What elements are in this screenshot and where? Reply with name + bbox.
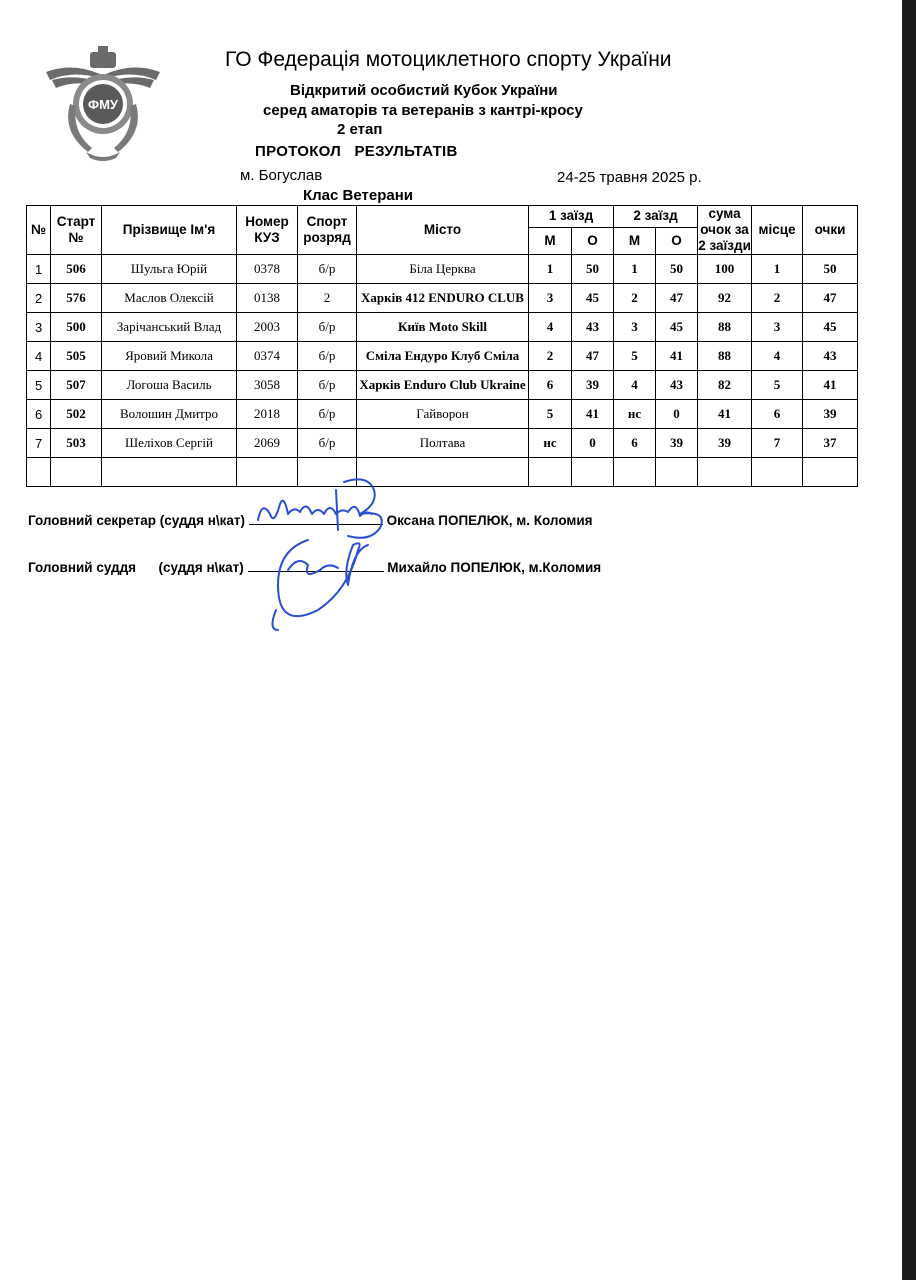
row-city: Гайворон bbox=[357, 400, 529, 429]
row-no: 7 bbox=[27, 429, 51, 458]
row-start-number: 506 bbox=[51, 255, 102, 284]
row-race2-points: 47 bbox=[656, 284, 698, 313]
col-header-sum: сума очок за 2 заїзди bbox=[698, 206, 751, 253]
row-kuz: 2003 bbox=[237, 313, 298, 342]
row-name: Шеліхов Сергій bbox=[102, 429, 237, 458]
row-race1-points: 41 bbox=[572, 400, 614, 429]
row-kuz: 3058 bbox=[237, 371, 298, 400]
row-kuz: 2018 bbox=[237, 400, 298, 429]
row-kuz: 2069 bbox=[237, 429, 298, 458]
row-no: 4 bbox=[27, 342, 51, 371]
table-row-empty bbox=[27, 458, 858, 487]
row-rank: б/р bbox=[298, 400, 357, 429]
row-city: Харків 412 ENDURO CLUB bbox=[357, 284, 529, 313]
row-no: 5 bbox=[27, 371, 51, 400]
col-header-place: місце bbox=[752, 206, 803, 255]
row-race2-place: 3 bbox=[614, 313, 656, 342]
row-race2-place: 4 bbox=[614, 371, 656, 400]
table-row bbox=[27, 284, 858, 313]
row-place: 4 bbox=[752, 342, 803, 371]
row-points: 37 bbox=[803, 429, 858, 458]
row-race1-points: 39 bbox=[572, 371, 614, 400]
col-header-points: очки bbox=[803, 206, 858, 255]
row-place: 6 bbox=[752, 400, 803, 429]
row-kuz: 0378 bbox=[237, 255, 298, 284]
row-points: 45 bbox=[803, 313, 858, 342]
secretary-name: Оксана ПОПЕЛЮК, м. Коломия bbox=[386, 513, 593, 528]
row-race1-place: 5 bbox=[529, 400, 572, 429]
row-name: Маслов Олексій bbox=[102, 284, 237, 313]
row-start-number: 507 bbox=[51, 371, 102, 400]
row-race2-place: 5 bbox=[614, 342, 656, 371]
row-race2-place: нс bbox=[614, 400, 656, 429]
row-sum: 41 bbox=[698, 400, 752, 429]
row-name: Логоша Василь bbox=[102, 371, 237, 400]
row-points: 39 bbox=[803, 400, 858, 429]
row-rank: б/р bbox=[298, 429, 357, 458]
table-row bbox=[27, 255, 858, 284]
row-city: Біла Церква bbox=[357, 255, 529, 284]
row-race2-points: 41 bbox=[656, 342, 698, 371]
row-rank: б/р bbox=[298, 342, 357, 371]
row-no: 6 bbox=[27, 400, 51, 429]
row-place: 1 bbox=[752, 255, 803, 284]
row-race1-place: 3 bbox=[529, 284, 572, 313]
row-sum: 39 bbox=[698, 429, 752, 458]
class-title: Клас Ветерани bbox=[303, 187, 413, 204]
row-place: 5 bbox=[752, 371, 803, 400]
cup-title: Відкритий особистий Кубок України bbox=[290, 82, 558, 99]
row-race2-points: 43 bbox=[656, 371, 698, 400]
row-start-number: 505 bbox=[51, 342, 102, 371]
row-race1-place: 6 bbox=[529, 371, 572, 400]
row-city: Харків Enduro Club Ukraine bbox=[357, 371, 529, 400]
row-sum: 92 bbox=[698, 284, 752, 313]
row-rank: б/р bbox=[298, 255, 357, 284]
col-header-city: Місто bbox=[357, 206, 529, 255]
row-points: 50 bbox=[803, 255, 858, 284]
col-header-m2: М bbox=[614, 227, 656, 255]
row-points: 47 bbox=[803, 284, 858, 313]
row-kuz: 0374 bbox=[237, 342, 298, 371]
row-city: Полтава bbox=[357, 429, 529, 458]
row-race1-points: 47 bbox=[572, 342, 614, 371]
row-no: 3 bbox=[27, 313, 51, 342]
judge-name: Михайло ПОПЕЛЮК, м.Коломия bbox=[387, 560, 602, 575]
col-header-no: № bbox=[27, 206, 51, 255]
table-row bbox=[27, 313, 858, 342]
row-rank: б/р bbox=[298, 313, 357, 342]
federation-logo bbox=[42, 44, 164, 164]
row-no: 2 bbox=[27, 284, 51, 313]
row-points: 43 bbox=[803, 342, 858, 371]
event-dates: 24-25 травня 2025 р. bbox=[557, 169, 702, 186]
row-race1-points: 45 bbox=[572, 284, 614, 313]
col-header-m1: М bbox=[529, 227, 572, 255]
row-race2-place: 2 bbox=[614, 284, 656, 313]
row-city: Київ Moto Skill bbox=[357, 313, 529, 342]
col-header-start: Старт № bbox=[51, 206, 102, 255]
row-start-number: 500 bbox=[51, 313, 102, 342]
handwritten-signatures bbox=[248, 470, 398, 640]
row-sum: 88 bbox=[698, 313, 752, 342]
row-sum: 82 bbox=[698, 371, 752, 400]
row-kuz: 0138 bbox=[237, 284, 298, 313]
row-place: 3 bbox=[752, 313, 803, 342]
row-sum: 88 bbox=[698, 342, 752, 371]
row-race2-points: 0 bbox=[656, 400, 698, 429]
table-row bbox=[27, 371, 858, 400]
table-row bbox=[27, 400, 858, 429]
row-name: Шульга Юрій bbox=[102, 255, 237, 284]
row-place: 2 bbox=[752, 284, 803, 313]
row-start-number: 502 bbox=[51, 400, 102, 429]
row-race1-points: 43 bbox=[572, 313, 614, 342]
row-sum: 100 bbox=[698, 255, 752, 284]
location: м. Богуслав bbox=[240, 167, 323, 184]
row-no: 1 bbox=[27, 255, 51, 284]
stage-title: 2 етап bbox=[337, 121, 383, 138]
row-race1-place: 1 bbox=[529, 255, 572, 284]
row-race2-points: 39 bbox=[656, 429, 698, 458]
results-table bbox=[26, 205, 858, 487]
row-race1-place: нс bbox=[529, 429, 572, 458]
col-header-o2: О bbox=[656, 227, 698, 255]
judge-label: Головний суддя (суддя н\кат) bbox=[28, 560, 244, 575]
col-header-kuz: Номер КУЗ bbox=[237, 206, 298, 255]
row-name: Яровий Микола bbox=[102, 342, 237, 371]
row-race1-place: 2 bbox=[529, 342, 572, 371]
row-race2-points: 50 bbox=[656, 255, 698, 284]
col-header-race1: 1 заїзд bbox=[529, 206, 614, 228]
row-rank: 2 bbox=[298, 284, 357, 313]
row-points: 41 bbox=[803, 371, 858, 400]
logo-lettering: ФМУ bbox=[87, 97, 119, 112]
row-race2-place: 1 bbox=[614, 255, 656, 284]
col-header-race2: 2 заїзд bbox=[614, 206, 698, 228]
row-race2-place: 6 bbox=[614, 429, 656, 458]
col-header-name: Прізвище Ім'я bbox=[102, 206, 237, 255]
row-race1-place: 4 bbox=[529, 313, 572, 342]
table-row bbox=[27, 342, 858, 371]
protocol-title: ПРОТОКОЛ РЕЗУЛЬТАТІВ bbox=[255, 143, 458, 160]
federation-title: ГО Федерація мотоциклетного спорту України bbox=[225, 48, 672, 71]
row-place: 7 bbox=[752, 429, 803, 458]
secretary-label: Головний секретар (суддя н\кат) bbox=[28, 513, 246, 528]
table-row bbox=[27, 429, 858, 458]
category-title: серед аматорів та ветеранів з кантрі-кросу bbox=[263, 102, 583, 119]
col-header-rank: Спорт розряд bbox=[298, 206, 357, 255]
row-rank: б/р bbox=[298, 371, 357, 400]
row-start-number: 503 bbox=[51, 429, 102, 458]
row-race1-points: 50 bbox=[572, 255, 614, 284]
row-race1-points: 0 bbox=[572, 429, 614, 458]
row-name: Волошин Дмитро bbox=[102, 400, 237, 429]
row-start-number: 576 bbox=[51, 284, 102, 313]
row-city: Сміла Ендуро Клуб Сміла bbox=[357, 342, 529, 371]
row-name: Зарічанський Влад bbox=[102, 313, 237, 342]
row-race2-points: 45 bbox=[656, 313, 698, 342]
col-header-o1: О bbox=[572, 227, 614, 255]
